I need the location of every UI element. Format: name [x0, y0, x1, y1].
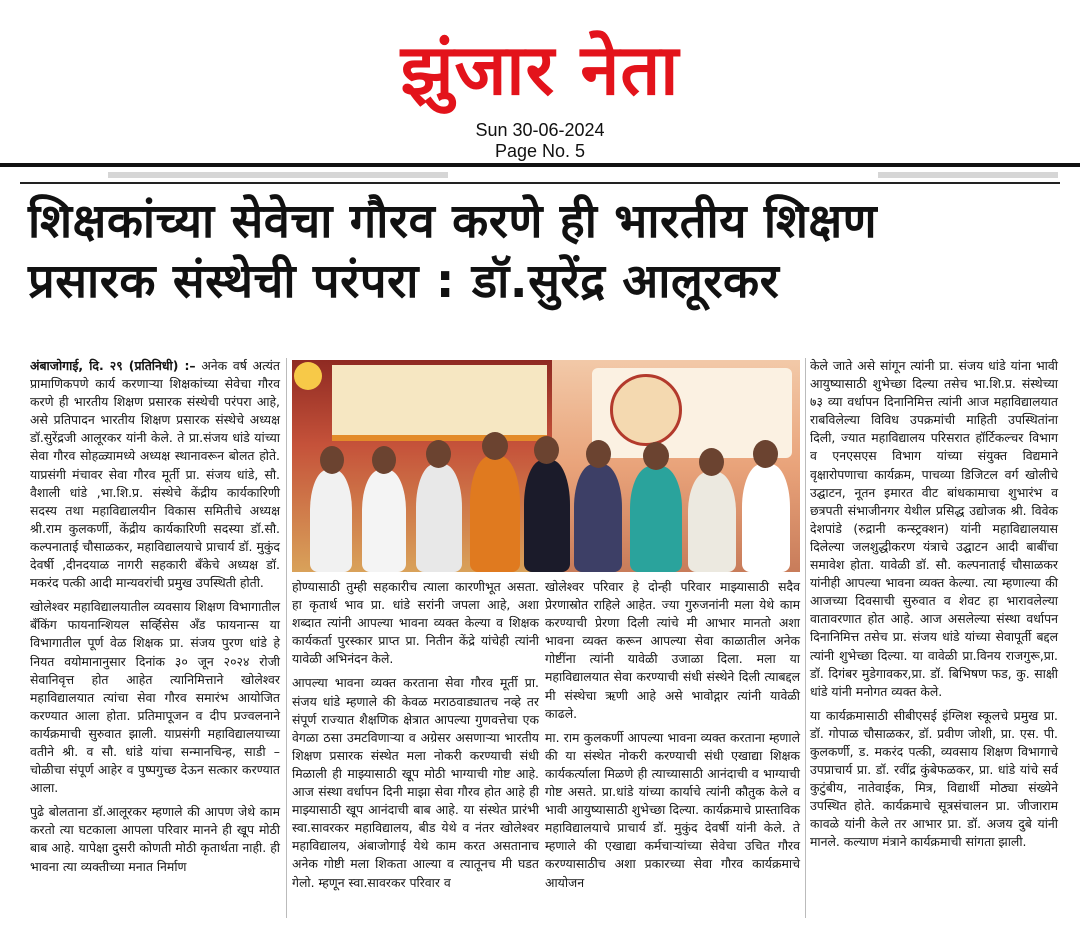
article-column-4 — [810, 357, 1058, 852]
clipped-adjacent-text — [18, 169, 1062, 181]
article-column-1 — [30, 357, 280, 876]
newspaper-logo: झुंजार नेता — [400, 29, 680, 111]
paragraph: पुढे बोलताना डॉ.आलूरकर म्हणाले की आपण जेथे काम करतो त्या घटकाला आपला परिवार मानने ही खूप मोठी बाब आहे. यापेक्षा दुसरी कोणती मोठी कृतार्थता नाही. ही भावना त्या व्यक्तीच्या मनात निर्माण — [30, 804, 280, 874]
event-photo — [292, 360, 800, 572]
page-number: Page No. 5 — [494, 141, 586, 161]
edition-date: Sun 30-06-2024 — [475, 120, 605, 140]
logo-icon — [294, 362, 322, 390]
column-divider — [805, 358, 806, 918]
column-divider — [286, 358, 287, 918]
masthead-rule — [0, 163, 1080, 167]
article-column-2 — [292, 578, 539, 892]
paragraph: खोलेश्वर परिवार हे दोन्ही परिवार माझ्यासाठी सदैव प्रेरणास्रोत राहिले आहेत. ज्या गुरुजनांनी मला येथे काम करण्याची प्रेरणा दिली त्यांचे मी आभार मानतो अशा भावना व्यक्त करून आपल्या सेवा काळातील अनेक गोष्टींना त्यांनी यावेळी उजाळा दिला. मला या महाविद्यालयात सेवा करण्याची संधी संस्थेने दिली त्याबद्दल मी संस्थेचा ऋणी आहे असे भावोद्गार त्यांनी यावेळी काढले. — [545, 579, 800, 721]
article-column-3 — [545, 578, 800, 892]
headline-line-1: शिक्षकांच्या सेवेचा गौरव करणे ही भारतीय शिक्षण — [28, 194, 878, 249]
dateline: अंबाजोगाई, दि. २९ (प्रतिनिधी) :– — [30, 358, 196, 373]
headline-line-2: प्रसारक संस्थेची परंपरा : डॉ.सुरेंद्र आलूरकर — [28, 254, 780, 309]
paragraph: मा. राम कुलकर्णी आपल्या भावना व्यक्त करताना म्हणाले की या संस्थेत नोकरी करण्याची संधी एखाद्या शिक्षक कार्यकर्त्याला मिळणे ही त्याच्यासाठी आनंदाची व भाग्याची गोष्ट असते. प्रा.धांडे यांच्या कार्याचे त्यांनी कौतुक केले व भावी आयुष्यासाठी शुभेच्छा दिल्या. कार्यक्रमाचे प्रास्ताविक महाविद्यालयाचे प्राचार्य डॉ. मुकुंद देवर्षी यांनी केले. ते म्हणाले की एखाद्या कर्मचाऱ्यांच्या सेवेचा उचित गौरव करण्यासाठीच अशा प्रकारच्या सेवा गौरव कार्यक्रमाचे आयोजन — [545, 729, 800, 890]
paragraph: आपल्या भावना व्यक्त करताना सेवा गौरव मूर्ती प्रा. संजय धांडे म्हणाले की केवळ मराठवाड्यातच नव्हे तर संपूर्ण राज्यात शैक्षणिक क्षेत्रात आपल्या गुणवत्तेचा एक वेगळा ठसा उमटविणाऱ्या व अग्रेसर असणाऱ्या भारतीय शिक्षण प्रसारक संस्थेत मला नोकरी करण्याची संधी मिळाली ही माझ्यासाठी खूप मोठी भाग्याची गोष्ट आहे. आज संस्था वर्धापन दिनी माझा सेवा गौरव होत आहे ही माझ्यासाठी खूप आनंदाची बाब आहे. या संस्थेत प्रारंभी स्वा.सावरकर महाविद्यालय, बीड येथे व नंतर खोलेश्वर महाविद्यालय, अंबाजोगाई येथे काम करत असतानाच अनेक गोष्टी मला शिकता आल्या व त्यातूनच मी घडत गेलो. म्हणून स्वा.सावरकर परिवार व — [292, 675, 539, 890]
paragraph: अंबाजोगाई, दि. २९ (प्रतिनिधी) :– अनेक वर्ष अत्यंत प्रामाणिकपणे कार्य करणाऱ्या शिक्षकांच्या सेवेचा गौरव करणे ही भारतीय शिक्षण प्रसारक संस्थेची परंपरा आहे, असे प्रतिपादन भारतीय शिक्षण प्रसारक संस्थेचे अध्यक्ष डॉ.सुरेंद्रजी आलूरकर यांनी केले. ते प्रा.संजय धांडे यांच्या सेवा गौरव सोहळ्यामध्ये अध्यक्ष स्थानावरून बोलत होते. याप्रसंगी मंचावर सेवा गौरव मूर्ती प्रा. संजय धांडे, सौ. वैशाली धांडे ,भा.शि.प्र. संस्थेचे केंद्रीय कार्यकारिणी सदस्य तथा महाविद्यालयीन विकास समितीचे अध्यक्ष श्री.राम कुलकर्णी, केंद्रीय कार्यकारिणी सदस्या डॉ.सौ. कल्पनाताई चौसाळकर, महाविद्यालयाचे प्राचार्य डॉ. मुकुंद देवर्षी ,दीनदयाळ नागरी सहकारी बँकेचे अध्यक्ष डॉ. मकरंद पत्की आदी मान्यवरांची प्रमुख उपस्थिती होती. — [30, 358, 280, 591]
emblem-icon — [610, 374, 682, 446]
paragraph: केले जाते असे सांगून त्यांनी प्रा. संजय धांडे यांना भावी आयुष्यासाठी शुभेच्छा दिल्या तसेच भा.शि.प्र. संस्थेच्या ७३ व्या वर्धापन दिनानिमित्त त्यांनी आज महाविद्यालयात राबविलेल्या विविध उपक्रमांची माहिती उपस्थितांना दिली, ज्यात महाविद्यालय परिसरात हॉर्टिकल्चर विभाग व एनएसएस विभाग यांच्या संयुक्त विद्यमाने वृक्षारोपणाचा कार्यक्रम, पाचव्या डिजिटल वर्ग खोलीचे उद्घाटन, नूतन इमारत वीट बांधकामाचा शुभारंभ व छत्रपती संभाजीनगर येथील प्रसिद्ध उद्योजक श्री. विवेक देशपांडे (रुद्रानी कन्स्ट्रक्शन) यांनी महाविद्यालयास दिलेल्या जलशुद्धीकरण यंत्राचे उद्घाटन आदी बाबींचा समावेश होता. यावेळी डॉ. सौ. कल्पनाताई चौसाळकर यांनीही आपल्या भावना व्यक्त केल्या. त्या म्हणाल्या की आजच्या दिवसाची सुरुवात व शेवट हा भारावलेल्या वातावरणात होत आहे. आज असलेल्या संस्था वर्धापन दिनानिमित्त तसेच प्रा. संजय धांडे यांच्या सेवापूर्ती बद्दल त्यांनी शुभेच्छा दिल्या. या वावेळी प्रा.विनय राजगुरू,प्रा. डॉ. दिगंबर मुडेगावकर,प्रा. डॉ. बिभिषण फड, कु. साक्षी धांडे यांनी मनोगत व्यक्त केले. — [810, 358, 1058, 699]
paragraph: होण्यासाठी तुम्ही सहकारीच त्याला कारणीभूत असता. हा कृतार्थ भाव प्रा. धांडे सरांनी जपला आहे, अशा शब्दात त्यांनी आपल्या भावना व्यक्त केल्या व शिक्षक कार्यकर्ता पुरस्कार प्राप्त प्रा. नितीन केंद्रे यांचेही त्यांनी यावेळी अभिनंदन केले. — [292, 579, 539, 667]
masthead — [0, 0, 1080, 168]
paragraph: खोलेश्वर महाविद्यालयातील व्यवसाय शिक्षण विभागातील बँकिंग फायनान्शियल सर्व्हिसेस अँड फायनान्स या विभागातील पूर्ण वेळ शिक्षक प्रा. संजय पुरण धांडे हे नियत वयोमानानुसार दिनांक ३० जून २०२४ रोजी सेवानिवृत्त होत आहेत त्यानिमित्ताने खोलेश्वर महाविद्यालयात त्यांचा सेवा गौरव समारंभ आयोजित करण्यात आला होता. प्रतिमापूजन व दीप प्रज्वलनाने कार्यक्रमाची सुरुवात झाली. याप्रसंगी महाविद्यालयाच्या वतीने श्री. व सौ. धांडे यांचा सन्मानचिन्ह, साडी –चोळीचा संपूर्ण आहेर व पुष्पगुच्छ देऊन सत्कार करण्यात आला. — [30, 599, 280, 796]
article-top-rule — [20, 182, 1060, 184]
paragraph: या कार्यक्रमासाठी सीबीएसई इंग्लिश स्कूलचे प्रमुख प्रा. डॉ. गोपाळ चौसाळकर, डॉ. प्रवीण जोशी, प्रा. एस. पी. कुलकर्णी, ड. मकरंद पत्की, व्यवसाय शिक्षण विभागाचे उपप्राचार्य प्रा. डॉ. रवींद्र कुंबेफळकर, प्रा. धांडे यांचे सर्व कुटुंबीय, नातेवाईक, मित्र, विद्यार्थी मोठ्या संख्येने उपस्थित होते. कार्यक्रमाचे सूत्रसंचालन प्रा. जीजाराम कावळे यांनी केले तर आभार प्रा. डॉ. अजय दुबे यांनी मानले. कल्याण मंत्राने कार्यक्रमाची सांगता झाली. — [810, 707, 1058, 850]
article-headline — [28, 192, 1058, 312]
